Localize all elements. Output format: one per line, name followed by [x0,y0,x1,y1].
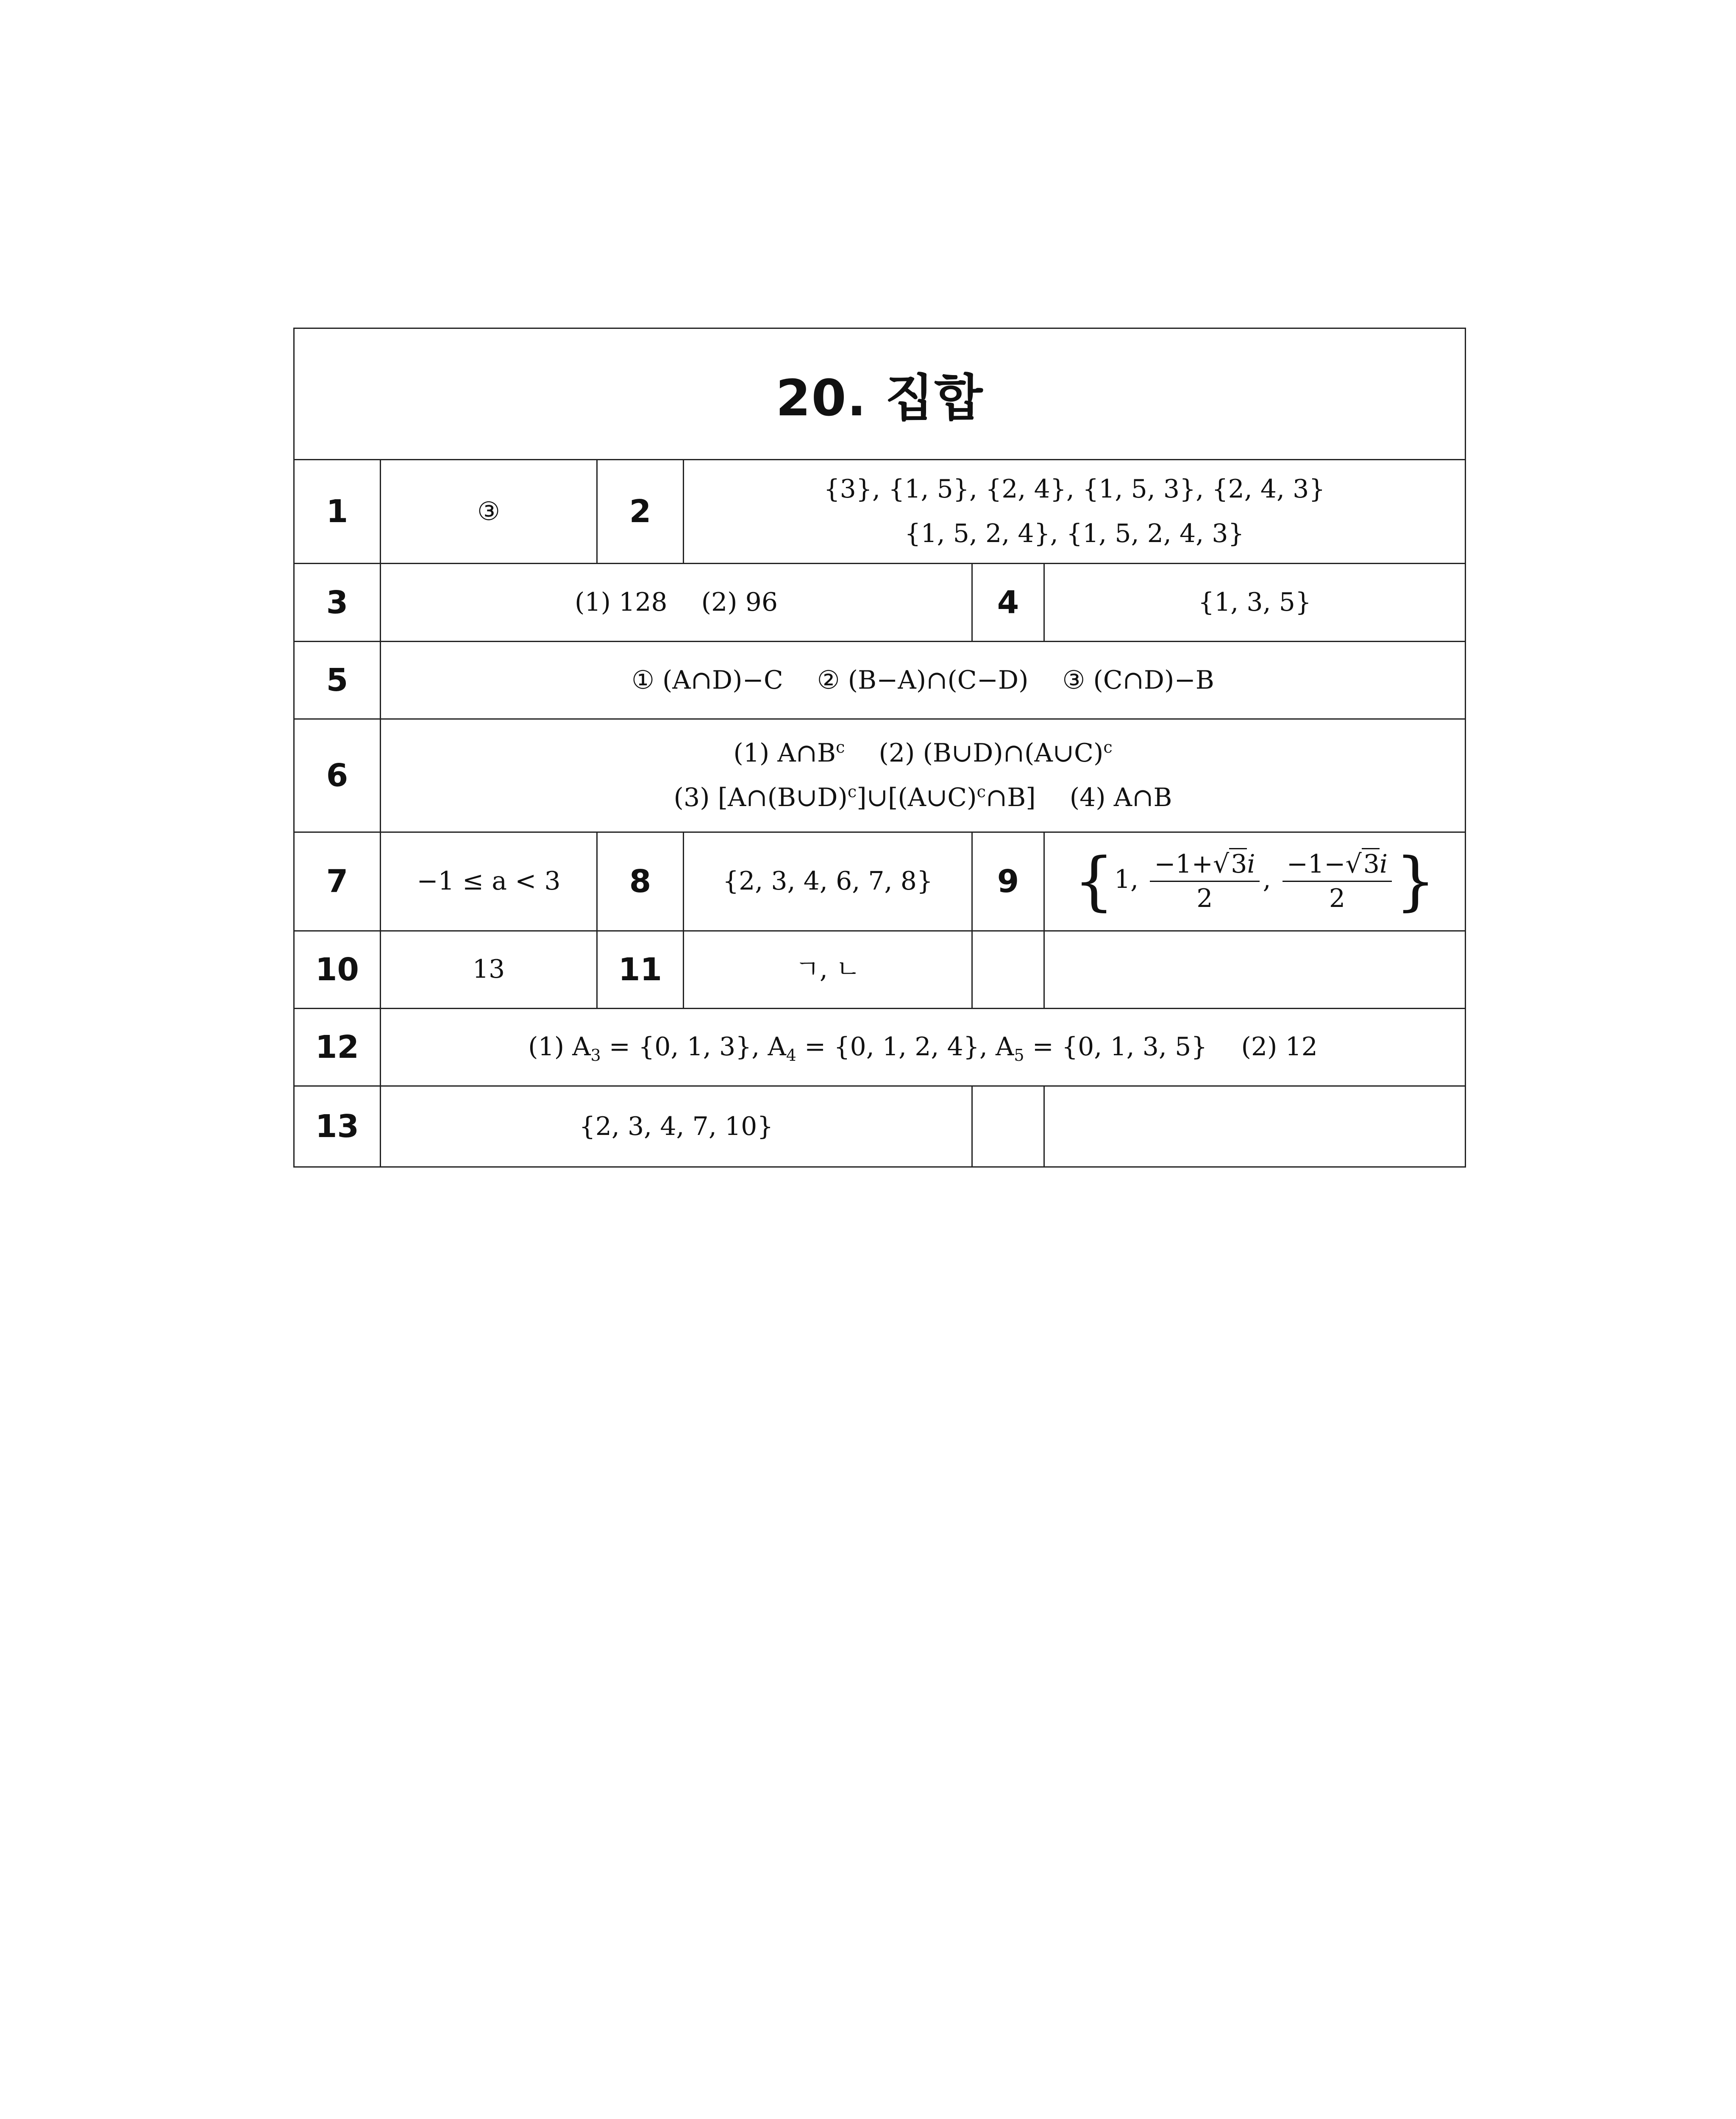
question-number: 12 [294,1009,381,1086]
right-brace: } [1395,844,1436,918]
fraction-numerator: −1−√3i [1283,848,1392,882]
table-row [294,719,1466,832]
answer-line [385,731,1461,776]
table-row [294,564,1466,641]
fraction-denominator: 2 [1329,884,1345,914]
answer-part: (2) 96 [701,587,778,617]
fraction [1150,848,1259,915]
table-row [294,931,1466,1008]
question-number: 11 [597,931,684,1008]
answer-cell: {2, 3, 4, 6, 7, 8} [684,832,972,931]
answer-cell [381,564,972,641]
page-title: 20. 집합 [294,328,1466,460]
question-number: 8 [597,832,684,931]
answer-cell: {2, 3, 4, 7, 10} [381,1086,972,1167]
empty-cell [1044,1086,1466,1167]
question-number: 4 [972,564,1044,641]
table-row [294,459,1466,564]
table-row [294,1086,1466,1167]
answer-part: (1) A∩B [733,738,836,768]
separator: , [1263,865,1271,895]
answer-cell: ③ [381,459,597,564]
left-brace: { [1074,844,1114,918]
answer-cell [684,459,1466,564]
complement-mark: c [847,782,857,801]
answer-part: (3) [A∩(B∪D) [673,783,848,813]
answer-cell: (1) $A_3 = \{0$, 1, 3}, $A_4 = \{0$, 1, 2, 4}, $A_5 = \{0$, 1, 3, 5} (2) 12 [381,1009,1466,1086]
answer-cell [1044,832,1466,931]
fraction [1283,848,1392,915]
question-number: 3 [294,564,381,641]
empty-cell [1044,931,1466,1008]
table-row [294,1009,1466,1086]
answer-part: ③ (C∩D)−B [1062,665,1214,695]
question-number: 9 [972,832,1044,931]
answer-part: (2) 12 [1241,1032,1318,1062]
answer-part: 1, [1114,865,1139,895]
answer-cell [381,719,1466,832]
question-number: 13 [294,1086,381,1167]
radicand: 3 [1362,848,1380,879]
answer-line [385,776,1461,820]
complement-mark: c [976,782,986,801]
question-number: 7 [294,832,381,931]
question-number: 2 [597,459,684,564]
table-row [294,832,1466,931]
title-row [294,328,1466,460]
answer-part: ① (A∩D)−C [632,665,783,695]
complement-mark: c [1103,738,1113,757]
answer-part: (2) (B∪D)∩(A∪C) [879,738,1104,768]
empty-cell [972,931,1044,1008]
answer-part: (1) 128 [574,587,668,617]
answer-part: (4) A∩B [1069,783,1172,813]
answer-part: ② (B−A)∩(C−D) [817,665,1029,695]
answer-line: {3}, {1, 5}, {2, 4}, {1, 5, 3}, {2, 4, 3} [823,474,1325,504]
fraction-numerator: −1+√3i [1150,848,1259,882]
empty-cell [972,1086,1044,1167]
answer-table [293,328,1466,1168]
question-number: 10 [294,931,381,1008]
answer-cell: {1, 3, 5} [1044,564,1466,641]
answer-part: ]∪[(A∪C) [857,783,977,813]
answer-cell: 13 [381,931,597,1008]
answer-cell [381,641,1466,719]
question-number: 6 [294,719,381,832]
radicand: 3 [1229,848,1247,879]
question-number: 1 [294,459,381,564]
answer-cell: ㄱ, ㄴ [684,931,972,1008]
answer-line: {1, 5, 2, 4}, {1, 5, 2, 4, 3} [904,519,1244,549]
question-number: 5 [294,641,381,719]
complement-mark: c [836,738,845,757]
fraction-denominator: 2 [1196,884,1213,914]
answer-cell: −1 ≤ a < 3 [381,832,597,931]
table-row [294,641,1466,719]
answer-part: ∩B] [985,783,1036,813]
